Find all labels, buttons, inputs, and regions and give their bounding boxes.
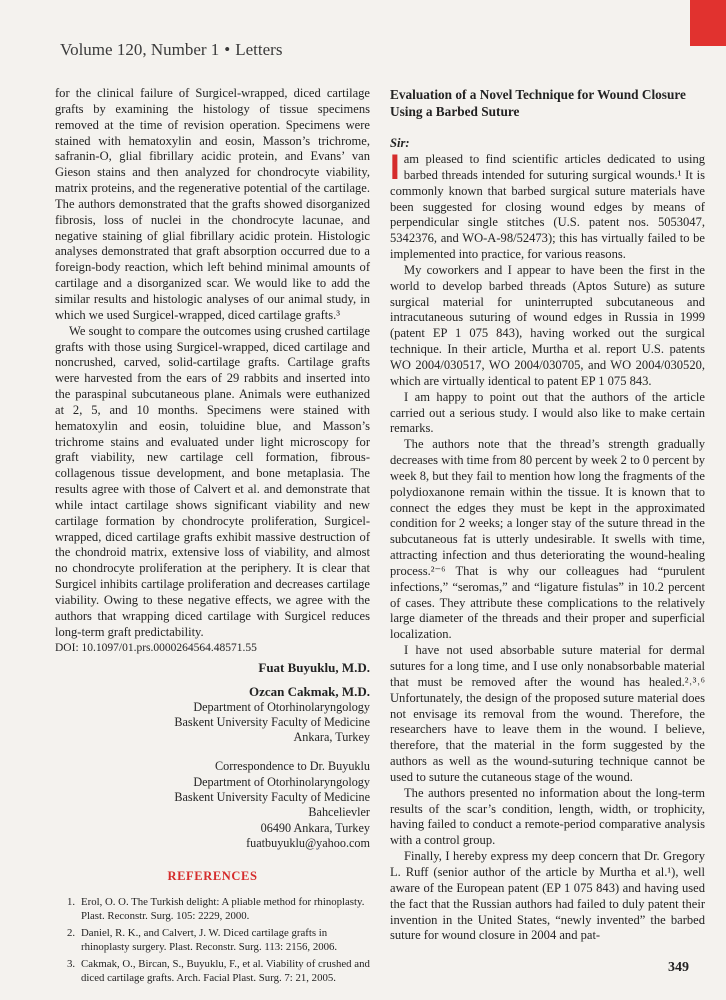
references-heading: REFERENCES bbox=[167, 869, 258, 884]
salutation: Sir: bbox=[390, 136, 410, 150]
drop-cap: I bbox=[390, 148, 400, 187]
author-name: Ozcan Cakmak, M.D. bbox=[249, 683, 370, 699]
letter-paragraph: for the clinical failure of Surgicel-wrapped, diced cartilage grafts by examining the histology of tissue specimens removed at the time of revision operation. Specimens were stained with hematoxylin and eosin, Masson’s trichrome, safranin-O, glial fibrillary acidic protein, and Evans’ van Gieson stains and then analyzed for chondrocyte viability, matrix proteins, and the regenerative potential of the cartilage. The authors demonstrated that the grafts showed disorganized fibrosis, loss of nuclei in the chondrocyte lacunae, and negative staining of glial fibrillary acidic protein. Histologic analyses demonstrated that graft absorption occurred due to a foreign-body reaction, which left behind minimal amounts of cartilage and a disorganized scar. We would like to add the similar results and histologic analyses of our animal study, in which we used Surgicel-wrapped, diced cartilage grafts.³ bbox=[55, 86, 370, 322]
letter-paragraph: We sought to compare the outcomes using crushed cartilage grafts with those using Surgicel-wrapped, diced cartilage and noncrushed, carved, solid-cartilage grafts. Cartilage grafts were harvested from the ears of 29 rabbits and inserted into the paraspinal subcutaneous plane. Animals were euthanized at 2, 5, and 10 months. Specimens were stained with hematoxylin and eosin, toluidine blue, and Masson’s trichrome stains and evaluated under light microscopy for graft viability, new cartilage cell formation, fibrous-collagenous tissue development, and bone metaplasia. The results agree with those of Calvert et al. and demonstrate that while intact cartilage shows significant viability and new cartilage formation by chondrocyte proliferation, Surgicel-wrapped, diced cartilage grafts exhibit massive destruction of the chondroid matrix, extensive loss of viability, and almost no chondrocyte proliferation at the periphery. It is clear that Surgicel inhibits cartilage proliferation and decreases cartilage viability. Owing to these negative effects, we agree with the authors that wrapping diced cartilage with Surgicel reduces long-term graft predictability. bbox=[55, 323, 370, 639]
correspondence-line: 06490 Ankara, Turkey bbox=[260, 820, 370, 835]
author-name: Fuat Buyuklu, M.D. bbox=[258, 659, 370, 675]
letter-paragraph: The authors note that the thread’s strength gradually decreases with time from 80 percent by week 2 to 0 percent by week 8, but they fail to mention how long the fragments of the polydioxanone remain within the tissue. It is known that to connect the edges they must be kept in the approximated condition for 2 weeks; a longer stay of the suture thread in the subcutaneous fat is utterly undesirable. It swells with time, attracting infection and thus deteriorating the wound-healing process.²⁻⁶ That is why our colleagues had “purulent infections,” “seromas,” and “ligature fistulas” in 10.2 percent of cases. They attribute these complications to the relatively large diameter of the threads and their proper and superficial localization. bbox=[390, 437, 705, 642]
affiliation-block bbox=[55, 700, 370, 746]
section-color-tab bbox=[690, 0, 726, 46]
correspondence-line: Bahcelievler bbox=[308, 805, 370, 820]
left-column bbox=[55, 86, 370, 988]
affiliation-line: Department of Otorhinolaryngology bbox=[193, 699, 370, 714]
section-name: Letters bbox=[235, 40, 283, 59]
letter-title: Evaluation of a Novel Technique for Wound Closure Using a Barbed Suture bbox=[390, 87, 686, 119]
reference-number: 2. bbox=[67, 927, 76, 940]
page-number: 349 bbox=[668, 960, 689, 975]
correspondence-line: Correspondence to Dr. Buyuklu bbox=[214, 759, 370, 774]
author-email[interactable]: fuatbuyuklu@yahoo.com bbox=[246, 835, 370, 850]
bullet-separator: • bbox=[224, 40, 231, 59]
running-head bbox=[60, 40, 282, 60]
affiliation-line: Ankara, Turkey bbox=[293, 730, 370, 745]
reference-item bbox=[55, 926, 370, 954]
letter-paragraph: The authors presented no information about the long-term results of the scar’s condition, length, width, or trophicity, having failed to conduct a remote-period comparative analysis with a control group. bbox=[390, 785, 705, 848]
letter-paragraph: Finally, I hereby express my deep concern that Dr. Gregory L. Ruff (senior author of the article by Murtha et al.¹), well aware of the European patent (EP 1 075 843) and having used the fact that the Russian authors had failed to duly patent their invention in the United States, “newly invented” the barbed suture for wound closure in 2004 and pat- bbox=[390, 849, 705, 943]
reference-text: Daniel, R. K., and Calvert, J. W. Diced cartilage grafts in rhinoplasty surgery. Plast. Reconstr. Surg. 113: 2156, 2006. bbox=[81, 927, 338, 954]
letter-paragraph bbox=[390, 148, 705, 263]
reference-number: 1. bbox=[67, 896, 76, 909]
affiliation-line: Baskent University Faculty of Medicine bbox=[174, 714, 370, 729]
correspondence-block bbox=[55, 759, 370, 851]
letter-paragraph: I have not used absorbable suture material for dermal sutures for a long time, and I use only nonabsorbable material that must be removed after the wound has healed.²˒³˒⁶ Unfortunately, the design of the proposed suture material does not envisage its removal from the wound. Therefore, the researchers have to leave them in the wound. I believe, therefore, that the material in the form suggested by the authors as well as the wound-suturing technique cannot be used to suture the cutaneous stage of the wound. bbox=[390, 643, 705, 784]
letter-paragraph: I am happy to point out that the authors of the article carried out a serious study. I would also like to make certain remarks. bbox=[390, 389, 705, 436]
reference-item bbox=[55, 957, 370, 985]
correspondence-line: Department of Otorhinolaryngology bbox=[193, 774, 370, 789]
letter-paragraph: My coworkers and I appear to have been the first in the world to develop barbed threads (Aptos Suture) as suture surgical material for uninterrupted subcutaneous and intracutaneous suturing of wound edges in Russia in 1999 (patent EP 1 075 843), having worked out the surgical technique. In their article, Murtha et al. report U.S. patents WO 2004/030517, WO 2004/030705, and WO 2004/030520, which are virtually identical to patent EP 1 075 843. bbox=[390, 262, 705, 388]
paragraph-text: am pleased to find scientific articles dedicated to using barbed threads intended for suturing surgical wounds.¹ It is commonly known that barbed surgical suture materials have been suggested for closing wound edges by means of perpendicular single stitches (U.S. patent nos. 5053047, 5342376, and WO-A-98/52473); this has virtually failed to be implemented into practice, for various reasons. bbox=[390, 152, 705, 262]
reference-text: Erol, O. O. The Turkish delight: A pliable method for rhinoplasty. Plast. Reconstr. Surg. 105: 2229, 2000. bbox=[81, 896, 365, 923]
journal-volume: Volume 120, Number 1 bbox=[60, 40, 220, 59]
references-list bbox=[55, 895, 370, 985]
reference-number: 3. bbox=[67, 958, 76, 971]
reference-text: Cakmak, O., Bircan, S., Buyuklu, F., et al. Viability of crushed and diced cartilage grafts. Arch. Facial Plast. Surg. 7: 21, 2005. bbox=[81, 958, 370, 985]
doi-line: DOI: 10.1097/01.prs.0000264564.48571.55 bbox=[55, 641, 257, 654]
reference-item bbox=[55, 895, 370, 923]
right-column bbox=[390, 86, 705, 944]
correspondence-line: Baskent University Faculty of Medicine bbox=[174, 790, 370, 805]
